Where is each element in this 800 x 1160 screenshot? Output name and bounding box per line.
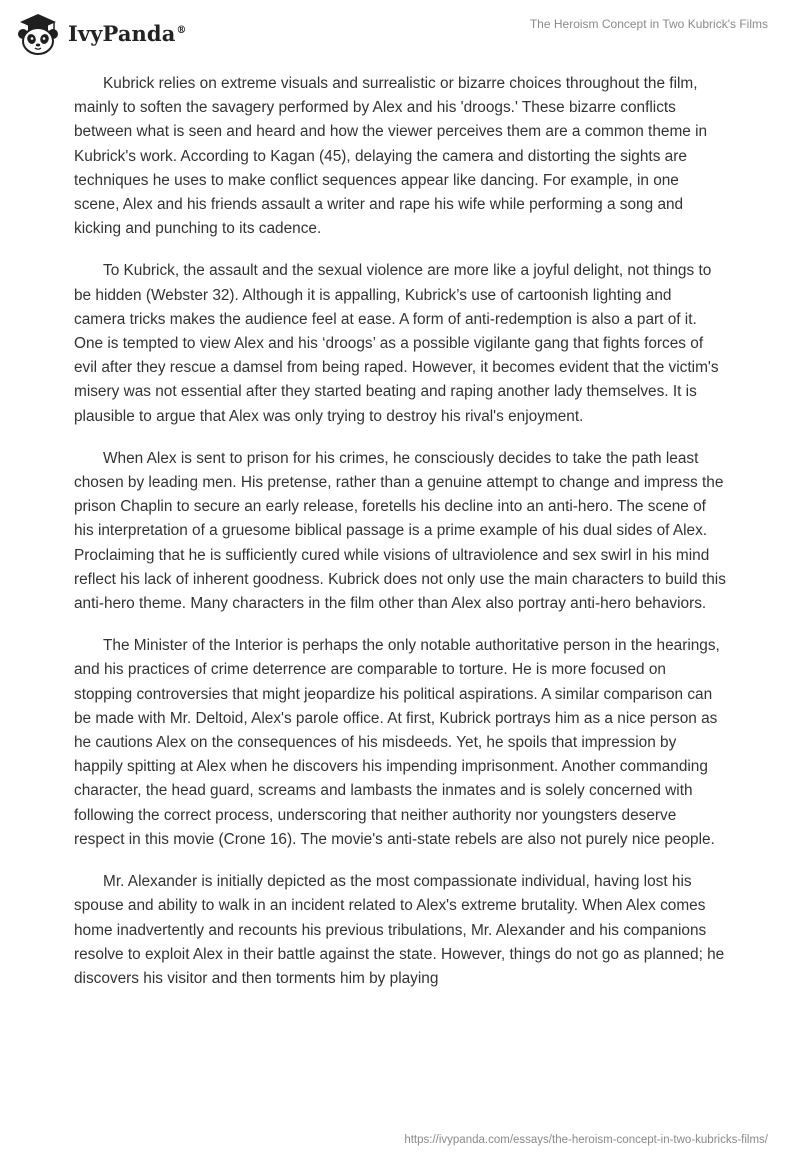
ivypanda-logo[interactable] bbox=[14, 8, 187, 58]
paragraph: To Kubrick, the assault and the sexual violence are more like a joyful delight, not things to be hidden (Webster 32). Although it is appalling, Kubrick’s use of cartoonish lighting and camera tricks makes the audience feel at ease. A form of anti-redemption is also a part of it. One is tempted to view Alex and his ‘droogs’ as a possible vigilante gang that fights forces of evil after they rescue a damsel from being raped. However, it becomes evident that the victim's misery was not essential after they started beating and raping another lady themselves. It is plausible to argue that Alex was only trying to destroy his rival's enjoyment. bbox=[74, 262, 719, 425]
paragraph: When Alex is sent to prison for his crimes, he consciously decides to take the path least chosen by leading men. His pretense, rather than a genuine attempt to change and impress the prison Chaplin to secure an early release, foretells his decline into an anti-hero. The scene of his interpretation of a gruesome biblical passage is a prime example of his dual sides of Alex. Proclaiming that he is sufficiently cured while visions of ultraviolence and sex swirl in his mind reflect his lack of inherent goodness. Kubrick does not only use the main characters to build this anti-hero theme. Many characters in the film other than Alex also portray anti-hero behaviors. bbox=[74, 449, 726, 613]
document-title: The Heroism Concept in Two Kubrick's Films bbox=[529, 17, 768, 31]
panda-graduation-cap-icon bbox=[14, 9, 62, 57]
brand-name-text: IvyPanda bbox=[68, 20, 176, 46]
registered-mark: ® bbox=[176, 24, 187, 36]
page-header bbox=[0, 0, 800, 60]
brand-name bbox=[68, 21, 187, 46]
essay-body bbox=[74, 72, 726, 1009]
paragraph: Mr. Alexander is initially depicted as the most compassionate individual, having lost his spouse and ability to walk in an incident related to Alex's extreme brutality. When Alex comes home inadvertently and recounts his previous tribulations, Mr. Alexander and his companions resolve to exploit Alex in their battle against the state. However, things do not go as planned; he discovers his visitor and then torments him by playing bbox=[74, 873, 725, 987]
paragraph: The Minister of the Interior is perhaps the only notable authoritative person in the hearings, and his practices of crime deterrence are comparable to torture. He is more focused on stopping controversies that might jeopardize his political aspirations. A similar comparison can be made with Mr. Deltoid, Alex's parole office. At first, Kubrick portrays him as a nice person as he cautions Alex on the consequences of his misdeeds. Yet, he spoils that impression by happily spitting at Alex when he discovers his impending imprisonment. Another commanding character, the head guard, screams and lambasts the inmates and is solely concerned with following the correct process, underscoring that neither authority nor youngsters deserve respect in this movie (Crone 16). The movie's anti-state rebels are also not purely nice people. bbox=[74, 637, 720, 848]
source-url[interactable]: https://ivypanda.com/essays/the-heroism-concept-in-two-kubricks-films/ bbox=[404, 1134, 768, 1146]
paragraph: Kubrick relies on extreme visuals and surrealistic or bizarre choices throughout the film, mainly to soften the savagery performed by Alex and his 'droogs.' These bizarre conflicts between what is seen and heard and how the viewer perceives them are a common theme in Kubrick's work. According to Kagan (45), delaying the camera and distorting the sights are techniques he uses to make conflict sequences appear like dancing. For example, in one scene, Alex and his friends assault a writer and rape his wife while performing a song and kicking and punching to its cadence. bbox=[74, 75, 708, 238]
